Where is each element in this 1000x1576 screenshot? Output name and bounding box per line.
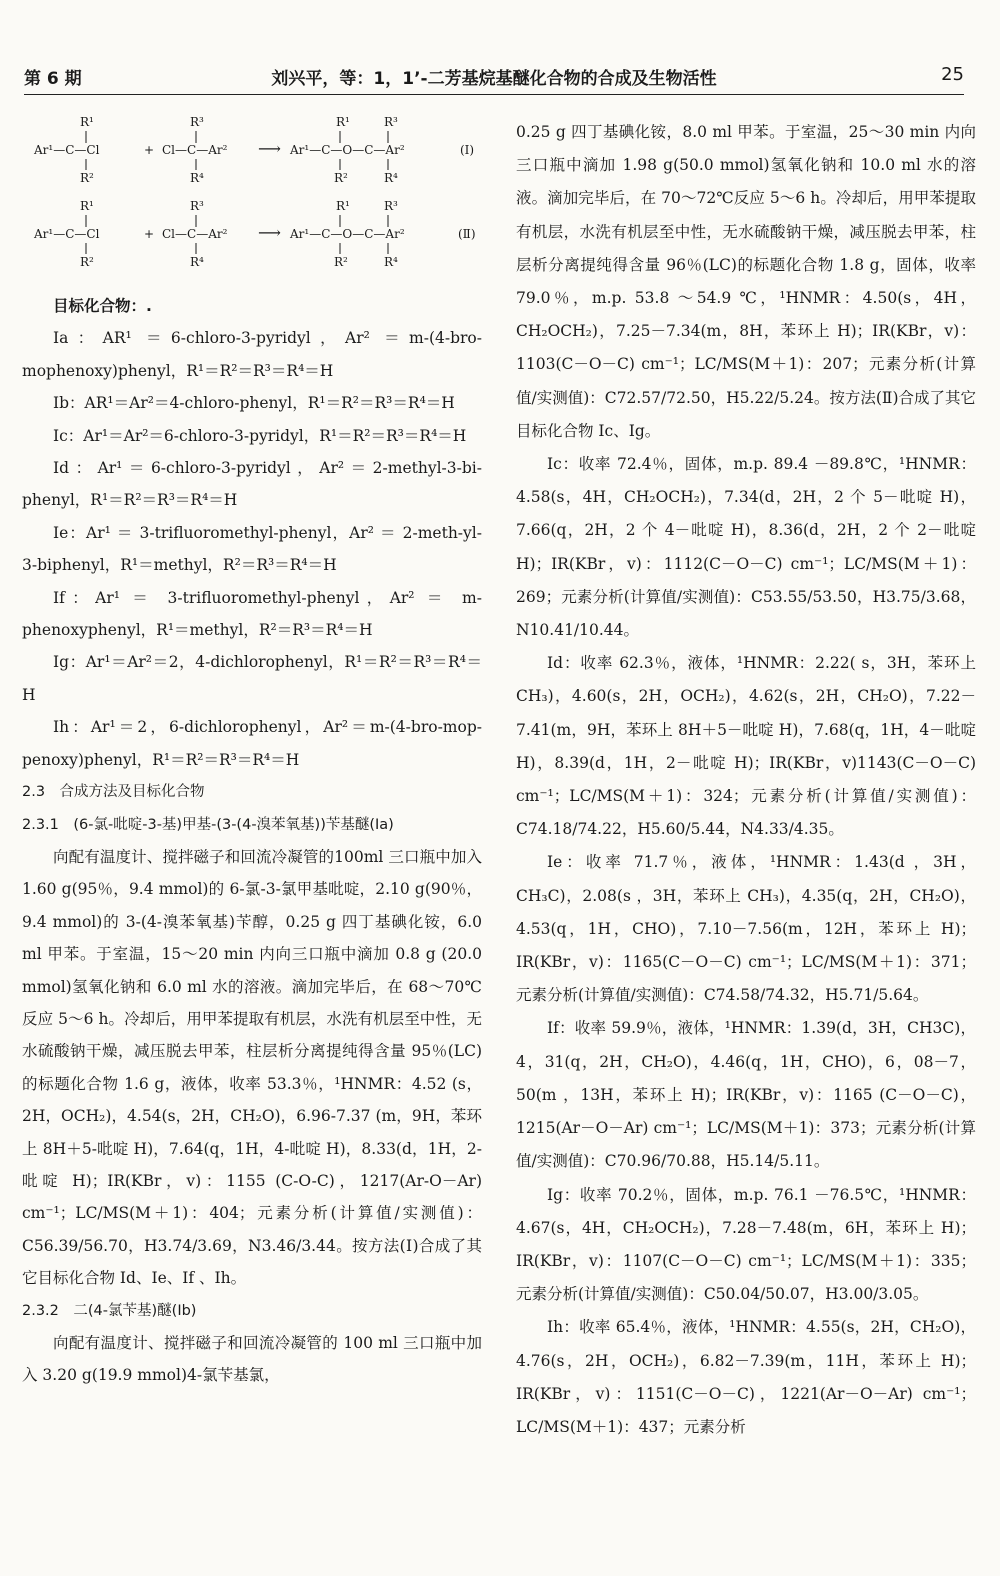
- plus-sign: +: [144, 143, 155, 157]
- compound-def: If：Ar¹ ＝ 3-trifluoromethyl-phenyl，Ar² ＝ m-phenoxyphenyl，R¹＝methyl，R²＝R³＝R⁴＝H: [22, 588, 482, 640]
- reagent-1: Ar¹—C—Cl: [34, 227, 100, 241]
- compound-data: [516, 448, 976, 647]
- reaction-scheme-svg: [22, 112, 482, 290]
- scheme-row-1: [33, 115, 474, 185]
- compound-def: Id：Ar¹＝6-chloro-3-pyridyl，Ar²＝2-methyl-3-bi-phenyl，R¹＝R²＝R³＝R⁴＝H: [22, 459, 482, 510]
- compound-data-text: ：收率 72.4％，固体，m.p. 89.4 －89.8℃，¹HNMR：4.58(s，4H，CH₂OCH₂)，7.34(d，2H，2 个 5－吡啶 H)，7.66(q，2H，2 个 4－吡啶 H)，8.36(d，2H，2 个 2－吡啶 H)；IR(KBr，v)：1112(C－O－C) cm⁻¹；LC/MS(M＋1)：269；元素分析(计算值/实测值)：C53.55/53.50，H3.75/3.68，N10.41/10.44。: [516, 455, 976, 640]
- reaction-arrow: ⟶: [258, 139, 281, 158]
- sub-r2: R²: [334, 171, 348, 185]
- sub-r2: R²: [80, 171, 94, 185]
- compound-data-text: ：收率 65.4％，液体，¹HNMR：4.55(s，2H，CH₂O)，4.76(s，2H，OCH₂)，6.82－7.39(m，11H，苯环上 H)；IR(KBr，v)：1151(C－O－C)，1221(Ar－O－Ar) cm⁻¹；LC/MS(M＋1)：437；元素分析: [516, 1318, 976, 1436]
- product: Ar¹—C—O—C—Ar²: [290, 143, 405, 157]
- compound-id: If: [547, 1019, 559, 1038]
- reagent-2: Cl—C—Ar²: [162, 143, 228, 157]
- sub-r4: R⁴: [384, 171, 398, 185]
- compound-id: Ie: [547, 853, 563, 872]
- running-title: 刘兴平，等：1，1’-二芳基烷基醚化合物的合成及生物活性: [271, 69, 717, 89]
- right-column: [516, 116, 976, 1444]
- compound-id: Ic: [547, 455, 562, 474]
- sub-r2: R²: [334, 255, 348, 269]
- sub-r3: R³: [190, 199, 204, 213]
- left-column: [22, 112, 482, 1392]
- compound-data: [516, 1012, 976, 1178]
- sub-r3: R³: [190, 115, 204, 129]
- compound-id: Id: [547, 654, 564, 673]
- target-heading: 目标化合物：.: [53, 297, 152, 315]
- compound-data-text: ：收率 62.3％，液体，¹HNMR：2.22( s，3H，苯环上 CH₃)，4.60(s，2H，OCH₂)，4.62(s，2H，CH₂O)，7.22－7.41(m，9H，苯环上 8H＋5－吡啶 H)，7.68(q，1H，4－吡啶 H)，8.39(d，1H，2－吡啶 H)；IR(KBr，v)1143(C－O－C) cm⁻¹；LC/MS(M＋1)：324；元素分析(计算值/实测值)：C74.18/74.22，H5.60/5.44，N4.33/4.35。: [516, 654, 976, 839]
- subsection-heading: 2.3.1 (6-氯-吡啶-3-基)甲基-(3-(4-溴苯氧基))苄基醚(Ia): [22, 816, 394, 833]
- compound-data-text: ：收率 59.9％，液体，¹HNMR：1.39(d，3H，CH3C)，4，31(q，2H，CH₂O)，4.46(q，1H，CHO)，6，08－7，50(m ，13H，苯环上 H)；IR(KBr，v)：1165 (C－O－C)，1215(Ar－O－Ar) cm⁻¹；LC/MS(M＋1)：373；元素分析(计算值/实测值)：C70.96/70.88，H5.14/5.11。: [516, 1019, 976, 1171]
- sub-r1: R¹: [336, 115, 350, 129]
- compound-data: [516, 647, 976, 846]
- product: Ar¹—C—O—C—Ar²: [290, 227, 405, 241]
- sub-r1: R¹: [336, 199, 350, 213]
- sub-r4: R⁴: [190, 255, 204, 269]
- issue-label: 第 6 期: [24, 69, 82, 89]
- scheme-row-2: [33, 199, 476, 269]
- reaction-scheme: [22, 112, 482, 290]
- sub-r4: R⁴: [384, 255, 398, 269]
- compound-data: [516, 846, 976, 1012]
- compound-def: Ib：AR¹＝Ar²＝4-chloro-phenyl，R¹＝R²＝R³＝R⁴＝H: [53, 394, 455, 413]
- procedure-paragraph: 向配有温度计、搅拌磁子和回流冷凝管的 100 ml 三口瓶中加入 3.20 g(19.9 mmol)4-氯苄基氯，: [22, 1334, 482, 1385]
- sub-r2: R²: [80, 255, 94, 269]
- scheme-label: (Ⅰ): [460, 143, 475, 157]
- compound-def: Ic：Ar¹＝Ar²＝6-chloro-3-pyridyl，R¹＝R²＝R³＝R⁴＝H: [53, 426, 467, 445]
- sub-r1: R¹: [80, 199, 94, 213]
- compound-id: Ig: [547, 1185, 564, 1204]
- reagent-1: Ar¹—C—Cl: [34, 143, 100, 157]
- plus-sign: +: [144, 227, 155, 241]
- compound-def: Ig：Ar¹＝Ar²＝2，4-dichlorophenyl，R¹＝R²＝R³＝R⁴＝H: [22, 653, 482, 704]
- compound-data-text: ：收率 71.7％，液体，¹HNMR：1.43(d ，3H，CH₃C)，2.08(s ，3H，苯环上 CH₃)，4.35(q，2H，CH₂O)，4.53(q，1H，CHO)，7.10－7.56(m，12H，苯环上 H)；IR(KBr，v)：1165(C－O－C) cm⁻¹；LC/MS(M＋1)：371；元素分析(计算值/实测值)：C74.58/74.32，H5.71/5.64。: [516, 853, 976, 1005]
- section-heading: 2.3 合成方法及目标化合物: [22, 784, 205, 801]
- compound-data: [516, 1311, 976, 1444]
- sub-r4: R⁴: [190, 171, 204, 185]
- compound-id: Ih: [547, 1318, 564, 1337]
- compound-data-text: ：收率 70.2％，固体，m.p. 76.1 －76.5℃，¹HNMR：4.67(s，4H，CH₂OCH₂)，7.28－7.48(m，6H，苯环上 H)；IR(KBr，v)：1107(C－O－C) cm⁻¹；LC/MS(M＋1)：335；元素分析(计算值/实测值)：C50.04/50.07，H3.00/3.05。: [516, 1185, 976, 1304]
- compound-data: [516, 1179, 976, 1312]
- compound-def: Ie：Ar¹ ＝ 3-trifluoromethyl-phenyl，Ar² ＝ 2-meth-yl-3-biphenyl，R¹＝methyl，R²＝R³＝R⁴＝H: [22, 523, 482, 575]
- reagent-2: Cl—C—Ar²: [162, 227, 228, 241]
- compound-def: Ih：Ar¹＝2，6-dichlorophenyl，Ar²＝m-(4-bro-mop-penoxy)phenyl，R¹＝R²＝R³＝R⁴＝H: [22, 718, 482, 769]
- sub-r3: R³: [384, 199, 398, 213]
- sub-r1: R¹: [80, 115, 94, 129]
- running-header: [24, 58, 964, 95]
- scheme-label: (Ⅱ): [458, 227, 476, 241]
- page-number: 25: [941, 64, 964, 85]
- reaction-arrow: ⟶: [258, 223, 281, 242]
- sub-r3: R³: [384, 115, 398, 129]
- procedure-paragraph: 向配有温度计、搅拌磁子和回流冷凝管的100ml 三口瓶中加入 1.60 g(95％，9.4 mmol)的 6-氯-3-氯甲基吡啶，2.10 g(90％，9.4 mmol)的 3-(4-溴苯氧基)苄醇，0.25 g 四丁基碘化铵，6.0 ml 甲苯。于室温，15～20 min 内向三口瓶中滴加 0.8 g (20.0 mmol)氢氧化钠和 6.0 ml 水的溶液。滴加完毕后，在 68～70℃反应 5～6 h。冷却后，用甲苯提取有机层，水洗有机层至中性，无水硫酸钠干燥，减压脱去甲苯，柱层析分离提纯得含量 95％(LC)的标题化合物 1.6 g，液体，收率 53.3％，¹HNMR：4.52 (s，2H，OCH₂)，4.54(s，2H，CH₂O)，6.96-7.37 (m，9H，苯环上 8H＋5-吡啶 H)，7.64(q，1H，4-吡啶 H)，8.33(d，1H，2-吡啶 H)；IR(KBr，v)：1155 (C-O-C)，1217(Ar-O－Ar) cm⁻¹；LC/MS(M＋1)：404；元素分析(计算值/实测值)：C56.39/56.70，H3.74/3.69，N3.46/3.44。按方法(Ⅰ)合成了其它目标化合物 Id、Ie、If 、Ih。: [22, 847, 482, 1288]
- subsection-heading: 2.3.2 二(4-氯苄基)醚(Ib): [22, 1302, 197, 1319]
- compound-def: Ia：AR¹ ＝6-chloro-3-pyridyl，Ar² ＝m-(4-bro-mophenoxy)phenyl，R¹＝R²＝R³＝R⁴＝H: [22, 329, 482, 380]
- procedure-paragraph-continued: 0.25 g 四丁基碘化铵，8.0 ml 甲苯。于室温，25～30 min 内向三口瓶中滴加 1.98 g(50.0 mmol)氢氧化钠和 10.0 ml 水的溶液。滴加完毕后，在 70～72℃反应 5～6 h。冷却后，用甲苯提取有机层，水洗有机层至中性，无水硫酸钠干燥，减压脱去甲苯，柱层析分离提纯得含量 96％(LC)的标题化合物 1.8 g，固体，收率 79.0％，m.p. 53.8 ～54.9 ℃，¹HNMR：4.50(s，4H，CH₂OCH₂)，7.25－7.34(m，8H，苯环上 H)；IR(KBr，v)：1103(C－O－C) cm⁻¹；LC/MS(M＋1)：207；元素分析(计算值/实测值)：C72.57/72.50，H5.22/5.24。按方法(Ⅱ)合成了其它目标化合物 Ic、Ig。: [516, 123, 976, 440]
